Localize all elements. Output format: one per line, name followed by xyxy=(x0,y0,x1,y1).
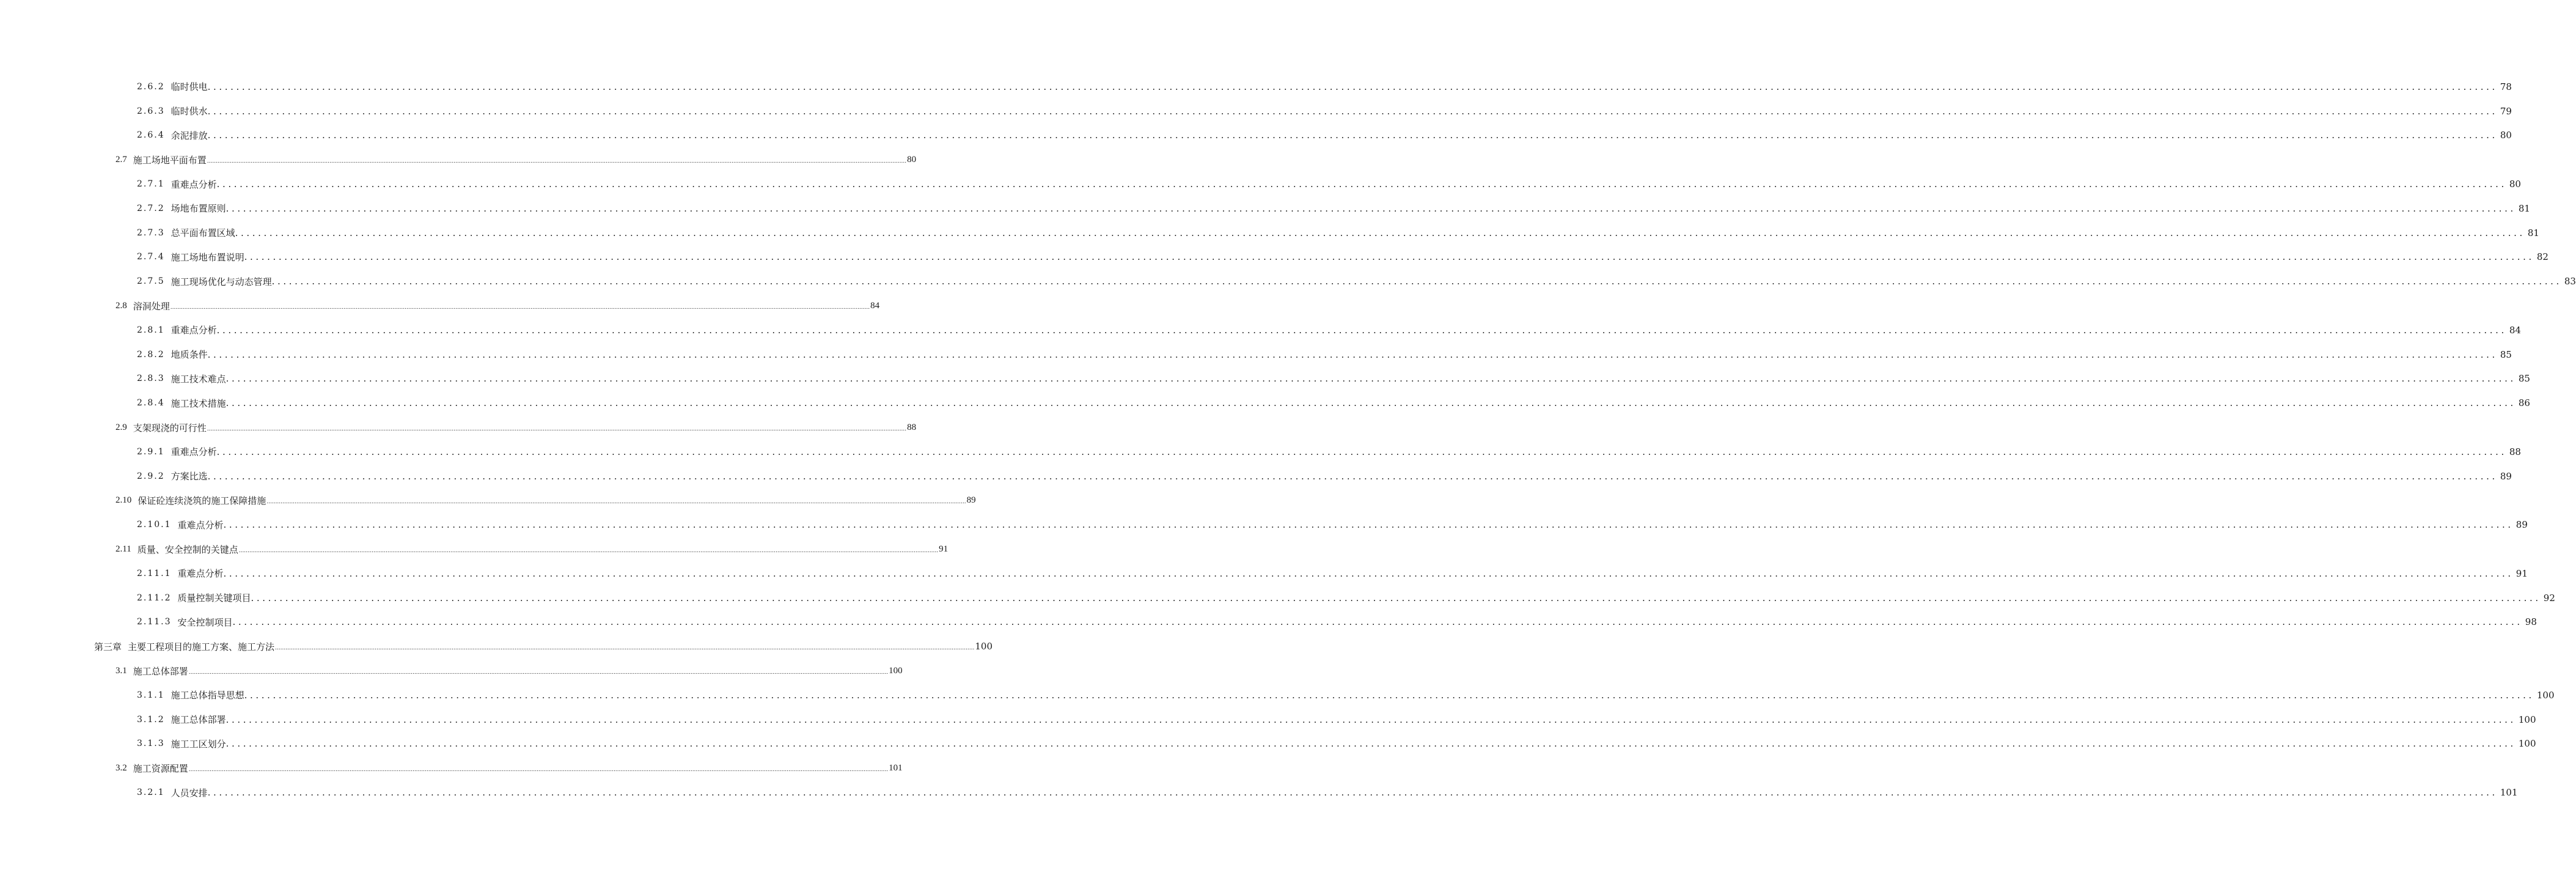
toc-dot-leader: ................................................................................................................................................................................................................................................................................................................................................................................................................ xyxy=(207,130,2498,141)
toc-entry-number: 2.7.4 xyxy=(137,252,165,262)
toc-entry[interactable] xyxy=(0,245,2548,270)
toc-dot-leader: ................................................................................................................................................................................................................................................................................................................................................................................................................ xyxy=(244,251,2534,263)
toc-dot-leader: ................................................................................................................................................................................................................................................................................................................................................................................................................ xyxy=(223,567,2514,579)
toc-entry-page-number: 91 xyxy=(2515,567,2528,579)
toc-entry-page-number: 80 xyxy=(907,154,917,164)
toc-dot-leader: ................................................................................................................................................................................................................................................................................................................................................................................................................ xyxy=(232,616,2523,628)
toc-entry-title: 总平面布置区域 xyxy=(171,227,235,239)
toc-dot-leader: ................................................................................................................................................................................................................................................................................................................................................................................................................ xyxy=(207,81,2498,92)
toc-entry-page-number: 91 xyxy=(939,544,949,554)
toc-entry-number: 2.8 xyxy=(116,300,127,311)
toc-entry-page-number: 88 xyxy=(2509,446,2521,457)
toc-entry[interactable] xyxy=(0,586,2555,610)
toc-entry-title: 安全控制项目 xyxy=(177,616,233,628)
toc-entry-number: 2.9 xyxy=(116,422,127,432)
toc-entry-page-number: 100 xyxy=(2518,738,2536,750)
toc-entry-title: 重难点分析 xyxy=(177,568,224,580)
toc-entry-number: 2.11.1 xyxy=(137,568,172,578)
toc-entry-page-number: 81 xyxy=(2518,202,2530,214)
toc-entry[interactable] xyxy=(0,464,2512,489)
toc-entry-number: 2.8.4 xyxy=(137,398,165,408)
toc-entry[interactable] xyxy=(0,196,2530,221)
toc-entry-number: 2.11.3 xyxy=(137,617,172,627)
toc-entry-page-number: 86 xyxy=(2518,397,2530,409)
toc-entry-title: 施工现场优化与动态管理 xyxy=(171,276,272,287)
toc-entry-page-number: 89 xyxy=(966,495,976,505)
toc-entry-title: 溶洞处理 xyxy=(133,300,170,312)
toc-entry-title: 支架现浇的可行性 xyxy=(133,422,207,434)
toc-entry-number: 3.2.1 xyxy=(137,788,165,797)
toc-dot-leader: ................................................................................................................................................................................................................................................................................................................................................................................................................ xyxy=(223,519,2514,531)
toc-entry-page-number: 84 xyxy=(2509,324,2521,336)
toc-entry-title: 施工总体部署 xyxy=(171,714,226,726)
toc-dot-leader: ................................................................................................................................................................................................................................................................................................................................................................................................................ xyxy=(207,787,2498,798)
toc-entry[interactable] xyxy=(0,537,949,561)
toc-dot-leader: ................................................................................................................................................................................................................................................................................................................................................................................................................ xyxy=(275,645,975,652)
toc-entry-page-number: 92 xyxy=(2543,592,2555,604)
toc-dot-leader: ................................................................................................................................................................................................................................................................................................................................................................................................................ xyxy=(226,373,2516,385)
toc-entry-page-number: 100 xyxy=(889,665,903,676)
toc-entry-number: 2.7.1 xyxy=(137,179,165,190)
toc-entry[interactable] xyxy=(0,634,993,659)
toc-dot-leader: ................................................................................................................................................................................................................................................................................................................................................................................................................ xyxy=(207,105,2498,117)
toc-dot-leader: ................................................................................................................................................................................................................................................................................................................................................................................................................ xyxy=(207,349,2498,360)
toc-dot-leader: ................................................................................................................................................................................................................................................................................................................................................................................................................ xyxy=(207,426,907,433)
toc-entry-title: 方案比选 xyxy=(171,471,208,482)
toc-entry-number: 2.7 xyxy=(116,154,127,164)
toc-entry-number: 2.6.2 xyxy=(137,81,165,92)
toc-entry-title: 重难点分析 xyxy=(171,446,217,458)
toc-entry-title: 人员安排 xyxy=(171,787,208,799)
toc-entry-number: 2.10.1 xyxy=(137,520,172,530)
toc-entry[interactable] xyxy=(0,342,2512,367)
toc-entry[interactable] xyxy=(0,172,2521,196)
toc-entry[interactable] xyxy=(0,99,2512,124)
toc-entry-number: 2.7.5 xyxy=(137,276,165,287)
toc-dot-leader: ................................................................................................................................................................................................................................................................................................................................................................................................................ xyxy=(226,714,2516,725)
toc-entry-title: 施工场地布置说明 xyxy=(171,251,244,263)
toc-entry-title: 保证砼连续浇筑的施工保障措施 xyxy=(138,495,266,506)
toc-entry-title: 临时供电 xyxy=(171,81,208,93)
toc-dot-leader: ................................................................................................................................................................................................................................................................................................................................................................................................................ xyxy=(226,738,2516,750)
toc-entry-title: 余泥排放 xyxy=(171,130,208,141)
toc-entry-number: 3.1.2 xyxy=(137,714,165,725)
toc-entry-title: 质量、安全控制的关键点 xyxy=(137,544,238,555)
toc-dot-leader: ................................................................................................................................................................................................................................................................................................................................................................................................................ xyxy=(226,397,2516,409)
toc-entry-page-number: 85 xyxy=(2500,349,2512,360)
toc-entry[interactable] xyxy=(0,269,2576,294)
toc-entry-number: 2.6.3 xyxy=(137,106,165,116)
toc-dot-leader: ................................................................................................................................................................................................................................................................................................................................................................................................................ xyxy=(207,158,907,165)
toc-entry-page-number: 79 xyxy=(2500,105,2512,117)
toc-entry-title: 施工场地平面布置 xyxy=(133,154,207,166)
toc-entry-page-number: 89 xyxy=(2515,519,2528,531)
toc-dot-leader: ................................................................................................................................................................................................................................................................................................................................................................................................................ xyxy=(170,305,870,311)
toc-dot-leader: ................................................................................................................................................................................................................................................................................................................................................................................................................ xyxy=(238,548,939,555)
toc-entry-title: 施工工区划分 xyxy=(171,738,226,750)
toc-dot-leader: ................................................................................................................................................................................................................................................................................................................................................................................................................ xyxy=(271,276,2562,287)
toc-entry-page-number: 80 xyxy=(2509,179,2521,190)
toc-dot-leader: ................................................................................................................................................................................................................................................................................................................................................................................................................ xyxy=(251,592,2541,604)
toc-entry[interactable] xyxy=(0,512,2528,537)
toc-dot-leader: ................................................................................................................................................................................................................................................................................................................................................................................................................ xyxy=(226,202,2516,214)
toc-entry-number: 2.10 xyxy=(116,495,132,505)
toc-entry-page-number: 100 xyxy=(975,641,993,652)
toc-dot-leader: ................................................................................................................................................................................................................................................................................................................................................................................................................ xyxy=(216,446,2507,457)
toc-entry[interactable] xyxy=(0,391,2530,415)
toc-entry-number: 3.1 xyxy=(116,665,127,676)
toc-entry[interactable] xyxy=(0,683,2555,707)
toc-entry-page-number: 83 xyxy=(2564,276,2576,287)
toc-entry-number: 2.7.3 xyxy=(137,227,165,238)
toc-entry-page-number: 100 xyxy=(2518,714,2536,725)
toc-entry[interactable] xyxy=(0,318,2521,342)
toc-entry-title: 场地布置原则 xyxy=(171,203,226,215)
toc-entry-title: 施工总体指导思想 xyxy=(171,690,244,701)
toc-dot-leader: ................................................................................................................................................................................................................................................................................................................................................................................................................ xyxy=(244,689,2534,701)
toc-entry-title: 施工技术措施 xyxy=(171,397,226,409)
toc-entry[interactable] xyxy=(0,489,976,513)
toc-entry-title: 施工总体部署 xyxy=(133,665,188,677)
toc-entry-page-number: 101 xyxy=(889,762,903,773)
toc-entry-page-number: 82 xyxy=(2536,251,2548,263)
toc-entry-page-number: 78 xyxy=(2500,81,2512,92)
toc-entry-page-number: 89 xyxy=(2500,470,2512,482)
toc-entry-page-number: 81 xyxy=(2527,227,2539,238)
toc-entry-number: 2.7.2 xyxy=(137,203,165,213)
toc-entry-page-number: 85 xyxy=(2518,373,2530,385)
toc-entry-page-number: 84 xyxy=(870,300,880,311)
toc-entry[interactable] xyxy=(0,367,2530,391)
toc-entry-title: 施工资源配置 xyxy=(133,762,188,774)
toc-entry-page-number: 80 xyxy=(2500,130,2512,141)
toc-entry-number: 2.9.1 xyxy=(137,446,165,457)
toc-entry-title: 施工技术难点 xyxy=(171,373,226,385)
toc-entry-title: 主要工程项目的施工方案、施工方法 xyxy=(128,641,275,652)
toc-entry-page-number: 98 xyxy=(2525,616,2537,628)
toc-entry[interactable] xyxy=(0,294,880,318)
toc-entry-page-number: 101 xyxy=(2500,787,2518,798)
toc-entry[interactable] xyxy=(0,75,2512,99)
toc-entry-number: 2.9.2 xyxy=(137,471,165,481)
toc-entry-number: 3.1.1 xyxy=(137,690,165,700)
toc-entry[interactable] xyxy=(0,732,2536,756)
toc-entry-page-number: 100 xyxy=(2536,689,2555,701)
toc-dot-leader: ................................................................................................................................................................................................................................................................................................................................................................................................................ xyxy=(188,670,889,676)
toc-entry[interactable] xyxy=(0,124,2512,148)
toc-entry[interactable] xyxy=(0,610,2537,635)
toc-entry[interactable] xyxy=(0,756,903,780)
toc-dot-leader: ................................................................................................................................................................................................................................................................................................................................................................................................................ xyxy=(207,470,2498,482)
toc-entry-number: 2.8.3 xyxy=(137,374,165,384)
toc-entry[interactable] xyxy=(0,659,903,683)
toc-entry-number: 3.2 xyxy=(116,762,127,773)
toc-entry[interactable] xyxy=(0,415,917,440)
toc-entry[interactable] xyxy=(0,147,917,172)
toc-entry-title: 重难点分析 xyxy=(171,325,217,336)
table-of-contents xyxy=(0,75,2576,805)
toc-dot-leader: ................................................................................................................................................................................................................................................................................................................................................................................................................ xyxy=(216,324,2507,336)
toc-entry[interactable] xyxy=(0,707,2536,732)
toc-entry-number: 2.8.2 xyxy=(137,349,165,360)
toc-entry-title: 地质条件 xyxy=(171,349,208,361)
toc-entry-title: 临时供水 xyxy=(171,106,208,117)
toc-entry[interactable] xyxy=(0,440,2521,464)
toc-entry-number: 第三章 xyxy=(94,641,122,652)
toc-entry-number: 2.6.4 xyxy=(137,130,165,141)
toc-dot-leader: ................................................................................................................................................................................................................................................................................................................................................................................................................ xyxy=(266,499,966,506)
toc-dot-leader: ................................................................................................................................................................................................................................................................................................................................................................................................................ xyxy=(235,227,2525,238)
toc-entry[interactable] xyxy=(0,221,2539,245)
toc-entry-number: 2.8.1 xyxy=(137,325,165,335)
toc-entry-number: 2.11 xyxy=(116,544,131,554)
toc-entry-number: 3.1.3 xyxy=(137,739,165,749)
toc-entry-number: 2.11.2 xyxy=(137,593,172,603)
toc-entry-page-number: 88 xyxy=(907,422,917,432)
toc-entry[interactable] xyxy=(0,561,2528,586)
toc-dot-leader: ................................................................................................................................................................................................................................................................................................................................................................................................................ xyxy=(188,767,889,773)
toc-dot-leader: ................................................................................................................................................................................................................................................................................................................................................................................................................ xyxy=(216,179,2507,190)
toc-entry-title: 重难点分析 xyxy=(171,179,217,190)
toc-entry-title: 质量控制关键项目 xyxy=(177,593,251,604)
toc-entry[interactable] xyxy=(0,780,2518,805)
toc-entry-title: 重难点分析 xyxy=(177,519,224,531)
